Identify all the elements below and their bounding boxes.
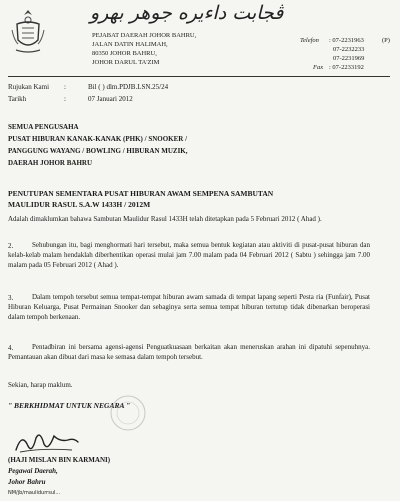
tarikh-colon: : xyxy=(64,95,66,103)
paragraph-2: Sehubungan itu, bagi menghormati hari tersebut, maka semua bentuk kegiatan atau aktiviti di pusat-pusat hiburan dan kelab-kelab malam hendaklah diberhentikan operasi mulai jam 7.00 malam pada 04 Februari 2012 ( Sabtu ) sehingga jam 7.00 malam pada 05 Februari 2012 ( Ahad ). xyxy=(8,241,370,269)
paragraph-3: Dalam tempoh tersebut semua tempat-tempat hiburan awam samada di tempat lapang seperti Pesta ria (Funfair), Pusat Hiburan Keluarga, Pusat Permainan Snooker dan sebaginya serta semua tempat hiburan tertutup tidak dibenarkan beroperasi dalam tempoh berkenaan. xyxy=(8,293,370,321)
header-divider xyxy=(8,76,390,77)
address-line-1: PEJABAT DAERAH JOHOR BAHRU, xyxy=(92,32,197,39)
tarikh-value: 07 Januari 2012 xyxy=(88,95,133,103)
address-line-3: 80350 JOHOR BAHRU, xyxy=(92,50,157,57)
signatory-name: (HAJI MISLAN BIN KARMANI) xyxy=(8,456,111,464)
official-stamp xyxy=(108,393,148,433)
johor-crest-logo xyxy=(8,6,48,56)
rujukan-label: Rujukan Kami xyxy=(8,83,50,91)
recipient-line-4: DAERAH JOHOR BAHRU xyxy=(8,159,93,167)
fax-value: : 07-2233192 xyxy=(329,64,364,71)
subject-line-1: PENUTUPAN SEMENTARA PUSAT HIBURAN AWAM SEMPENA SAMBUTAN xyxy=(8,189,274,198)
paragraph-3-number: 3. xyxy=(8,294,14,302)
jawi-heading: ڤجابت داءيره جوهر بهرو xyxy=(90,2,284,24)
telefon-value-3: 07-2231969 xyxy=(333,55,365,62)
tarikh-label: Tarikh xyxy=(8,95,27,103)
closing-text: Sekian, harap maklum. xyxy=(8,381,73,389)
fax-label: Fax xyxy=(313,64,324,71)
telefon-label: Telefon xyxy=(300,37,319,44)
address-line-2: JALAN DATIN HALIMAH, xyxy=(92,41,168,48)
telefon-suffix: (P) xyxy=(382,37,390,44)
telefon-value: : 07-2231963 xyxy=(329,37,364,44)
paragraph-2-number: 2. xyxy=(8,242,14,250)
rujukan-value: Bil ( ) dlm.PDJB.LSN.25/24 xyxy=(88,83,169,91)
address-line-4: JOHOR DARUL TA'ZIM xyxy=(92,59,160,66)
paragraph-intro: Adalah dimaklumkan bahawa Sambutan Maulidur Rasul 1433H telah ditetapkan pada 5 Februari 2012 ( Ahad ). xyxy=(8,215,322,223)
signatory-title-2: Johor Bahru xyxy=(8,478,46,486)
motto: " BERKHIDMAT UNTUK NEGARA " xyxy=(8,401,131,410)
handwritten-signature xyxy=(12,428,82,456)
recipient-line-1: SEMUA PENGUSAHA xyxy=(8,123,79,131)
signatory-title-1: Pegawai Daerah, xyxy=(8,467,58,475)
telefon-value-2: 07-2232233 xyxy=(333,46,365,53)
subject-line-2: MAULIDUR RASUL S.A.W 1433H / 2012M xyxy=(8,200,151,209)
recipient-line-3: PANGGUNG WAYANG / BOWLING / HIBURAN MUZIK, xyxy=(8,147,188,155)
paragraph-4-number: 4. xyxy=(8,344,14,352)
file-reference: NM/jb/maulidurrsul... xyxy=(8,490,61,496)
rujukan-colon: : xyxy=(64,83,66,91)
paragraph-4: Pentadbiran ini bersama agensi-agensi Penguatkuasaan berkaitan akan meneruskan arahan ini dipatuhi sepenuhnya. Pemantauan akan dibuat dari masa ke semasa dalam tempoh tersebut. xyxy=(8,343,370,361)
recipient-line-2: PUSAT HIBURAN KANAK-KANAK (PHK) / SNOOKER / xyxy=(8,135,188,143)
